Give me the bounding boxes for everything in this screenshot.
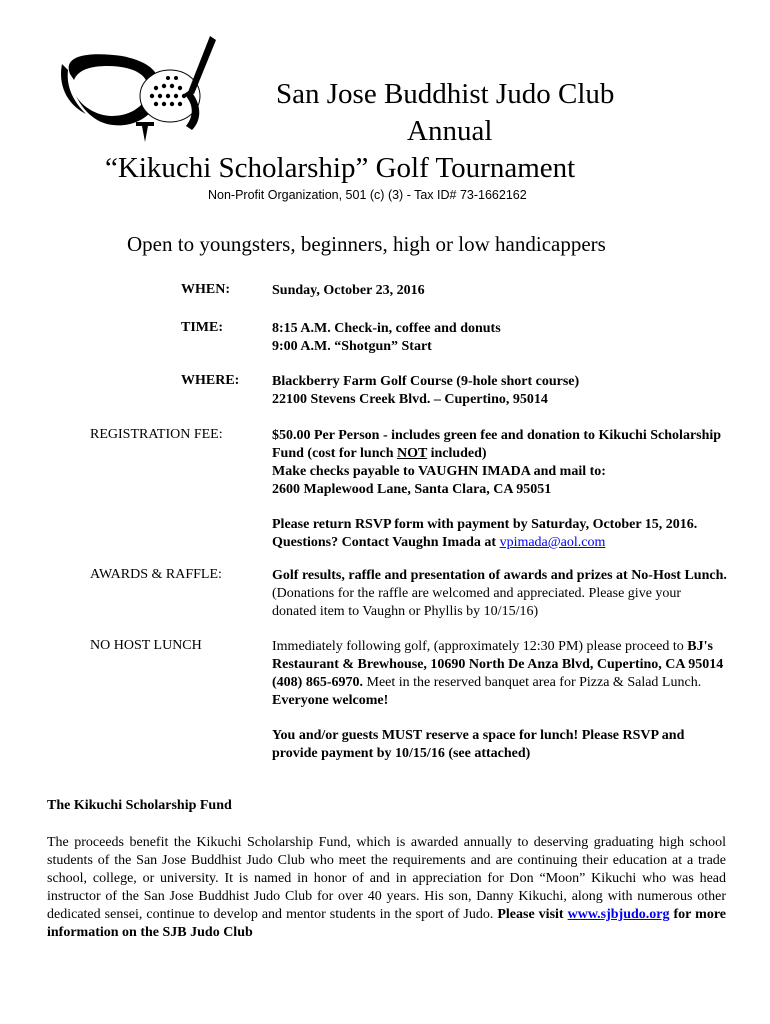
fund-title: The Kikuchi Scholarship Fund — [47, 798, 232, 813]
title-line-1: San Jose Buddhist Judo Club — [276, 78, 615, 110]
rsvp-note — [272, 516, 727, 552]
rsvp-email-link[interactable]: vpimada@aol.com — [499, 535, 606, 550]
fee-part-2: included) — [427, 446, 487, 461]
fee-part-1: $50.00 Per Person - includes green fee and donation to Kikuchi Scholarship Fund (cost for lunch — [272, 428, 722, 461]
awards-rest: (Donations for the raffle are welcomed and appreciated. Please give your donated item to Vaughn or Phyllis by 10/15/16) — [272, 586, 682, 619]
fee-value — [272, 427, 727, 499]
time-value — [272, 320, 727, 356]
fee-line-3: Make checks payable to VAUGHN IMADA and mail to: — [272, 464, 606, 479]
when-label: WHEN: — [181, 282, 230, 297]
time-line-1: 8:15 A.M. Check-in, coffee and donuts — [272, 321, 501, 336]
where-value — [272, 373, 727, 409]
where-line-1: Blackberry Farm Golf Course (9-hole short course) — [272, 374, 580, 389]
website-link[interactable]: www.sjbjudo.org — [567, 907, 670, 922]
lunch-value — [272, 638, 727, 710]
lunch-bold: BJ's Restaurant & Brewhouse, 10690 North De Anza Blvd, Cupertino, CA 95014 (408) 865-6970. — [272, 639, 724, 690]
fee-line-4: 2600 Maplewood Lane, Santa Clara, CA 95051 — [272, 482, 552, 497]
rsvp-text: Please return RSVP form with payment by Saturday, October 15, 2016. Questions? Contact Vaughn Imada at — [272, 517, 698, 550]
fund-text: The proceeds benefit the Kikuchi Scholarship Fund, which is awarded annually to deserving graduating high school students of the San Jose Buddhist Judo Club who meet the requirements and are continuing their education at a trade school, college, or university. It is named in honor of and in appreciation for Don “Moon” Kikuchi who was head instructor of the San Jose Buddhist Judo Club for over 40 years. His son, Danny Kikuchi, along with numerous other dedicated sensei, continue to develop and mentor students in the sport of Judo. — [47, 835, 726, 922]
awards-bold: Golf results, raffle and presentation of awards and prizes at No-Host Lunch. — [272, 568, 727, 583]
tagline: Open to youngsters, beginners, high or low handicappers — [127, 232, 606, 256]
awards-value — [272, 567, 727, 621]
fee-label: REGISTRATION FEE: — [90, 427, 223, 442]
subtitle: Non-Profit Organization, 501 (c) (3) - Tax ID# 73-1662162 — [208, 188, 527, 202]
title-line-2: Annual — [407, 115, 493, 147]
when-value: Sunday, October 23, 2016 — [272, 283, 425, 298]
time-label: TIME: — [181, 320, 223, 335]
lunch-welcome: Everyone welcome! — [272, 693, 389, 708]
title-line-3: “Kikuchi Scholarship” Golf Tournament — [105, 152, 576, 184]
fee-not: NOT — [396, 446, 428, 461]
time-line-2: 9:00 A.M. “Shotgun” Start — [272, 339, 432, 354]
where-label: WHERE: — [181, 373, 240, 388]
fund-paragraph — [47, 834, 726, 942]
lunch-must-note: You and/or guests MUST reserve a space for lunch! Please RSVP and provide payment by 10/15/16 (see attached) — [272, 728, 685, 761]
visit-suffix: for more information on the SJB Judo Club — [47, 907, 726, 940]
golf-logo-icon — [52, 34, 232, 146]
lunch-intro: Immediately following golf, (approximately 12:30 PM) please proceed to — [272, 639, 688, 654]
where-line-2: 22100 Stevens Creek Blvd. – Cupertino, 95014 — [272, 392, 548, 407]
visit-prefix: Please visit — [497, 907, 568, 922]
lunch-label: NO HOST LUNCH — [90, 638, 202, 653]
awards-label: AWARDS & RAFFLE: — [90, 567, 222, 582]
lunch-rest: Meet in the reserved banquet area for Pizza & Salad Lunch. — [363, 675, 702, 690]
